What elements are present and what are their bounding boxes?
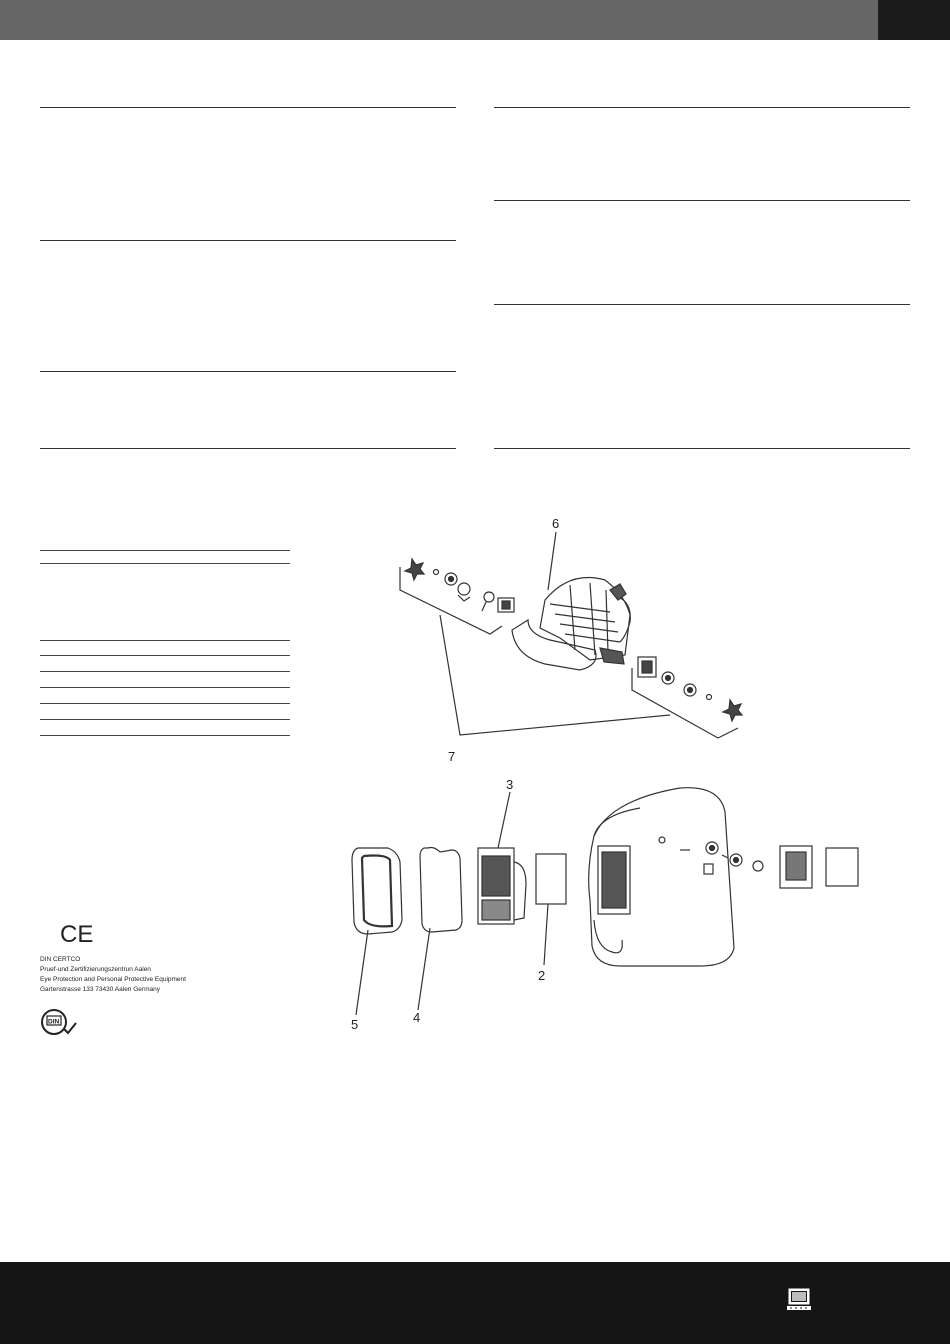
cert-line: DIN CERTCO bbox=[40, 956, 81, 963]
callout-7: 7 bbox=[448, 749, 456, 764]
cert-line: Gartenstrasse 133 73430 Aalen Germany bbox=[40, 986, 160, 993]
header-page-tab bbox=[878, 0, 950, 40]
exploded-parts-diagram bbox=[0, 500, 950, 1060]
section-rule bbox=[40, 107, 456, 108]
callout-6: 6 bbox=[552, 516, 560, 531]
section-rule bbox=[494, 200, 910, 201]
monitor-icon bbox=[786, 1288, 812, 1312]
callout-5: 5 bbox=[351, 1017, 359, 1032]
section-rule bbox=[494, 448, 910, 449]
header-bar bbox=[0, 0, 878, 40]
callout-3: 3 bbox=[506, 777, 514, 792]
din-logo-text: DIN bbox=[48, 1018, 60, 1026]
ce-mark-text: CE bbox=[60, 921, 94, 948]
section-rule bbox=[40, 448, 456, 449]
section-rule bbox=[494, 107, 910, 108]
cert-line: Eye Protection and Personal Protective Equipment bbox=[40, 976, 186, 983]
cert-line: Pruef-und Zertifizierungszentrun Aalen bbox=[40, 966, 151, 973]
section-rule bbox=[494, 304, 910, 305]
section-rule bbox=[40, 240, 456, 241]
section-rule bbox=[40, 371, 456, 372]
footer-bar bbox=[0, 1262, 950, 1344]
callout-2: 2 bbox=[538, 968, 546, 983]
callout-4: 4 bbox=[413, 1010, 421, 1025]
